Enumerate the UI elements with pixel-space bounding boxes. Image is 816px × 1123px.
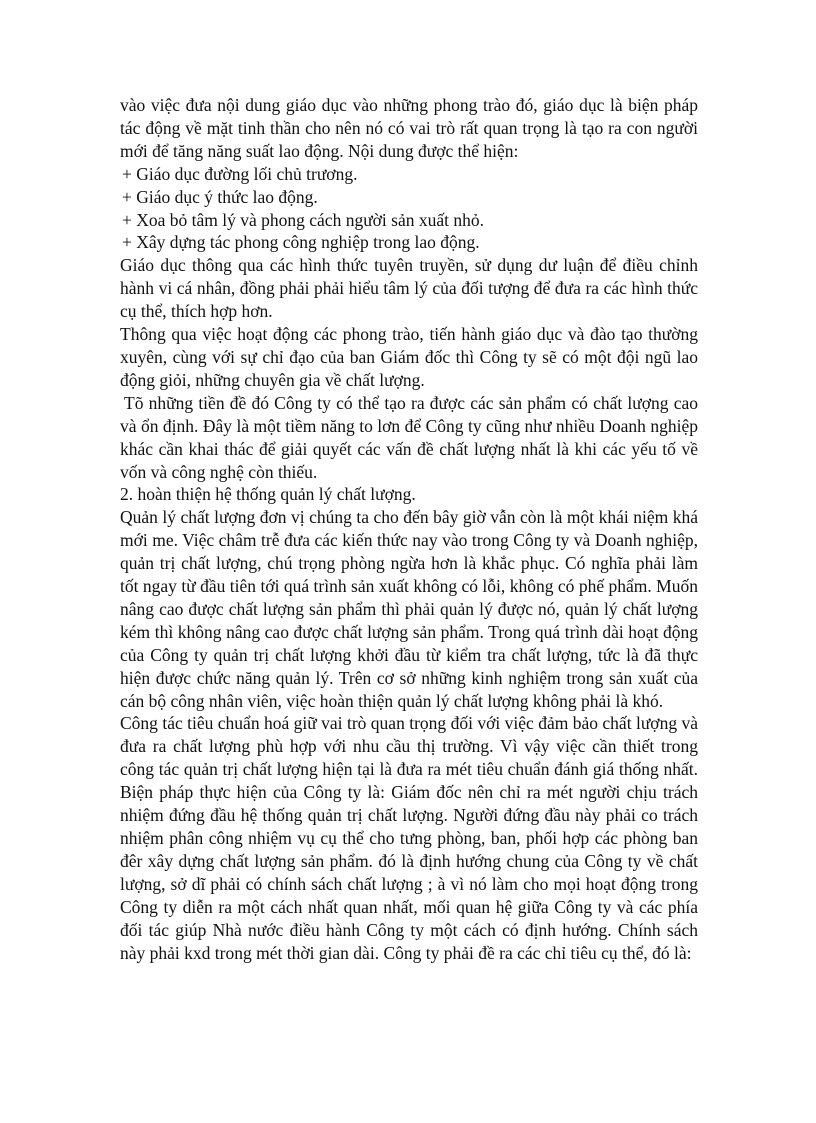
- list-item-education-policy: + Giáo dục đường lối chủ trương.: [122, 163, 358, 184]
- paragraph-propaganda: Giáo dục thông qua các hình thức tuyên truyền, sử dụng dư luận để điều chỉnh hành vi cá nhân, đồng phải phải hiểu tâm lý của đối tượng để đưa ra các hình thức cụ thể, thích hợp hơn.: [120, 255, 698, 322]
- paragraph-movements: Thông qua việc hoạt động các phong trào, tiến hành giáo dục và đào tạo thường xuyên, cùng với sự chỉ đạo của ban Giám đốc thì Công ty sẽ có một đội ngũ lao động giỏi, những chuyên gia về chất lượng.: [120, 324, 698, 390]
- paragraph-standardization: Công tác tiêu chuẩn hoá giữ vai trò quan trọng đối với việc đảm bảo chất lượng và đưa ra chất lượng phù hợp với nhu cầu thị trường. Vì vậy việc cần thiết trong công tác quản trị chất lượng hiện tại là đưa ra mét tiêu chuẩn đánh giá thống nhất. Biện pháp thực hiện của Công ty là: Giám đốc nên chỉ ra mét người chịu trách nhiệm đứng đầu hệ thống quản trị chất lượng. Người đứng đầu này phải co trách nhiệm phân công nhiệm vụ cụ thể cho tưng phòng, ban, phối hợp các phòng ban đêr xây dựng chất lượng sản phẩm. đó là định hướng chung của Công ty về chất lượng, sở dĩ phải có chính sách chất lượng ; à vì nó làm cho mọi hoạt động trong Công ty diễn ra một cách nhất quan nhất, mối quan hệ giữa Công ty và các phía đối tác giúp Nhà nước điều hành Công ty một cách có định hướng. Chính sách này phải kxd trong mét thời gian dài. Công ty phải đề ra các chỉ tiêu cụ thể, đó là:: [120, 713, 698, 963]
- paragraph-potential: Tõ những tiền đề đó Công ty có thể tạo ra được các sản phẩm có chất lượng cao và ổn định. Đây là một tiềm năng to lơn để Công ty cũng như nhiều Doanh nghiệp khác cần khai thác để giải quyết các vấn đề chất lượng nhất là khi các yếu tố về vốn và công nghệ còn thiếu.: [120, 392, 698, 482]
- section-heading: 2. hoàn thiện hệ thống quản lý chất lượng.: [120, 484, 416, 505]
- paragraph-quality-management: Quản lý chất lượng đơn vị chúng ta cho đến bây giờ vẫn còn là một khái niệm khá mới me. Việc châm trễ đưa các kiến thức nay vào trong Công ty và Doanh nghiệp, quản trị chất lượng, chú trọng phòng ngừa hơn là khắc phục. Có nghĩa phải làm tốt ngay từ đầu tiên tới quá trình sản xuất không có lỗi, không có phế phẩm. Muốn nâng cao được chất lượng sản phẩm thì phải quản lý được nó, quản lý chất lượng kém thì không nâng cao được chất lượng sản phẩm. Trong quá trình dài hoạt động của Công ty quản trị chất lượng khởi đầu từ kiểm tra chất lượng, tức là đã thực hiện được chức năng quản lý. Trên cơ sở những kinh nghiệm trong sản xuất của cán bộ công nhân viên, việc hoàn thiện quản lý chất lượng không phải là khó.: [120, 507, 698, 711]
- list-item-industrial-style: + Xây dựng tác phong công nghiệp trong lao động.: [122, 232, 480, 253]
- list-item-labor-awareness: + Giáo dục ý thức lao động.: [122, 186, 318, 207]
- paragraph-intro: vào việc đưa nội dung giáo dục vào những phong trào đó, giáo dục là biện pháp tác động về mặt tinh thần cho nên nó có vai trò rất quan trọng là tạo ra con người mới để tăng năng suất lao động. Nội dung được thể hiện:: [120, 95, 698, 161]
- list-item-small-producer-mindset: + Xoa bỏ tâm lý và phong cách người sản xuất nhỏ.: [122, 209, 485, 230]
- document-page: [120, 94, 698, 964]
